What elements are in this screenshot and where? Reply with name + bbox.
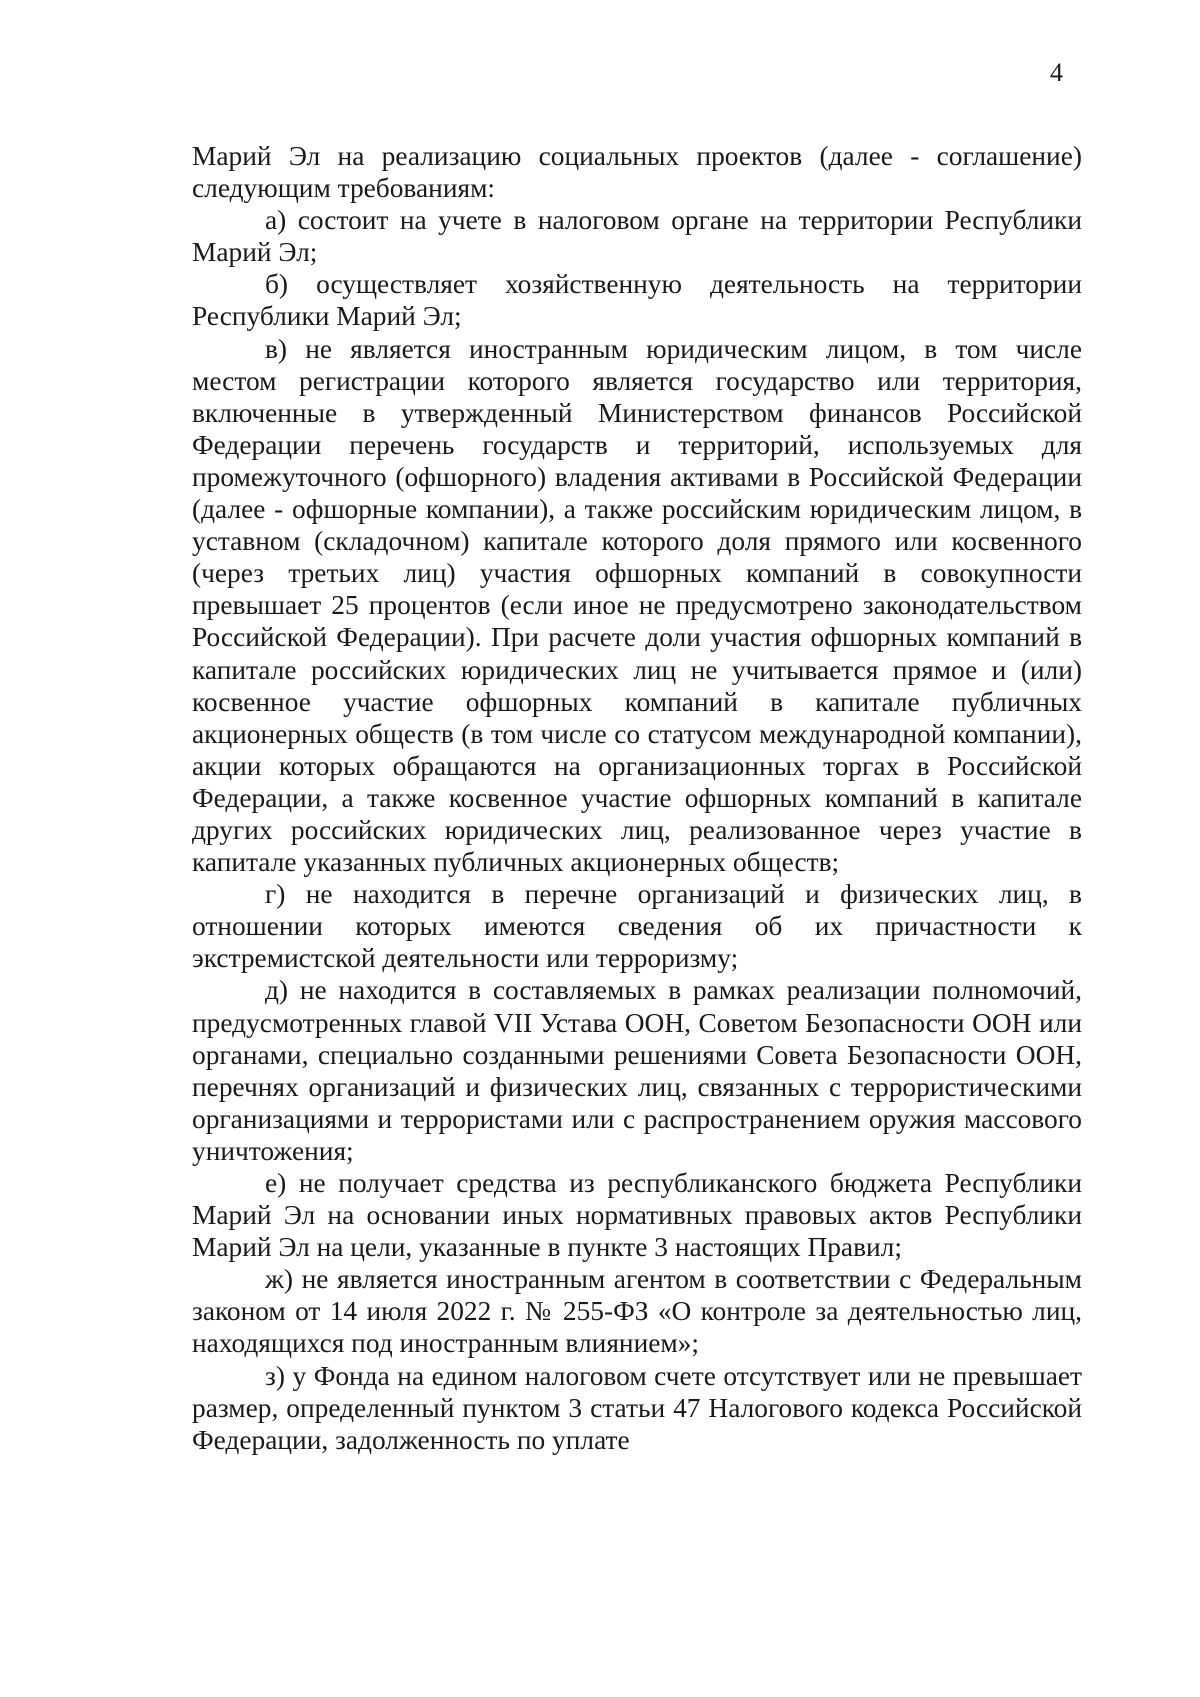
paragraph-item-a: а) состоит на учете в налоговом органе на территории Республики Марий Эл; [192,205,1082,268]
paragraph-item-b: б) осуществляет хозяйственную деятельность на территории Республики Марий Эл; [192,269,1082,332]
paragraph-item-e: е) не получает средства из республиканского бюджета Республики Марий Эл на основании иных нормативных правовых актов Республики Марий Эл на цели, указанные в пункте 3 настоящих Правил; [192,1168,1082,1263]
document-body [192,140,1082,1456]
paragraph-intro-continuation: Марий Эл на реализацию социальных проектов (далее - соглашение) следующим требованиям: [192,141,1082,204]
paragraph-item-z: з) у Фонда на едином налоговом счете отсутствует или не превышает размер, определенный пунктом 3 статьи 47 Налогового кодекса Российской Федерации, задолженность по уплате [192,1360,1082,1455]
paragraph-item-v: в) не является иностранным юридическим лицом, в том числе местом регистрации которого является государство или территория, включенные в утвержденный Министерством финансов Российской Федерации перечень государств и территорий, используемых для промежуточного (офшорного) владения активами в Российской Федерации (далее - офшорные компании), а также российским юридическим лицом, в уставном (складочном) капитале которого доля прямого или косвенного (через третьих лиц) участия офшорных компаний в совокупности превышает 25 процентов (если иное не предусмотрено законодательством Российской Федерации). При расчете доли участия офшорных компаний в капитале российских юридических лиц не учитывается прямое и (или) косвенное участие офшорных компаний в капитале публичных акционерных обществ (в том числе со статусом международной компании), акции которых обращаются на организационных торгах в Российской Федерации, а также косвенное участие офшорных компаний в капитале других российских юридических лиц, реализованное через участие в капитале указанных публичных акционерных обществ; [192,333,1082,878]
paragraph-item-zh: ж) не является иностранным агентом в соответствии с Федеральным законом от 14 июля 2022 г. № 255-ФЗ «О контроле за деятельностью лиц, находящихся под иностранным влиянием»; [192,1264,1082,1359]
paragraph-item-d: д) не находится в составляемых в рамках реализации полномочий, предусмотренных главой VII Устава ООН, Советом Безопасности ООН или органами, специально созданными решениями Совета Безопасности ООН, перечнях организаций и физических лиц, связанных с террористическими организациями и террористами или с распространением оружия массового уничтожения; [192,975,1082,1166]
page-number: 4 [1050,58,1063,87]
paragraph-item-g: г) не находится в перечне организаций и физических лиц, в отношении которых имеются сведения об их причастности к экстремистской деятельности или терроризму; [192,879,1082,974]
